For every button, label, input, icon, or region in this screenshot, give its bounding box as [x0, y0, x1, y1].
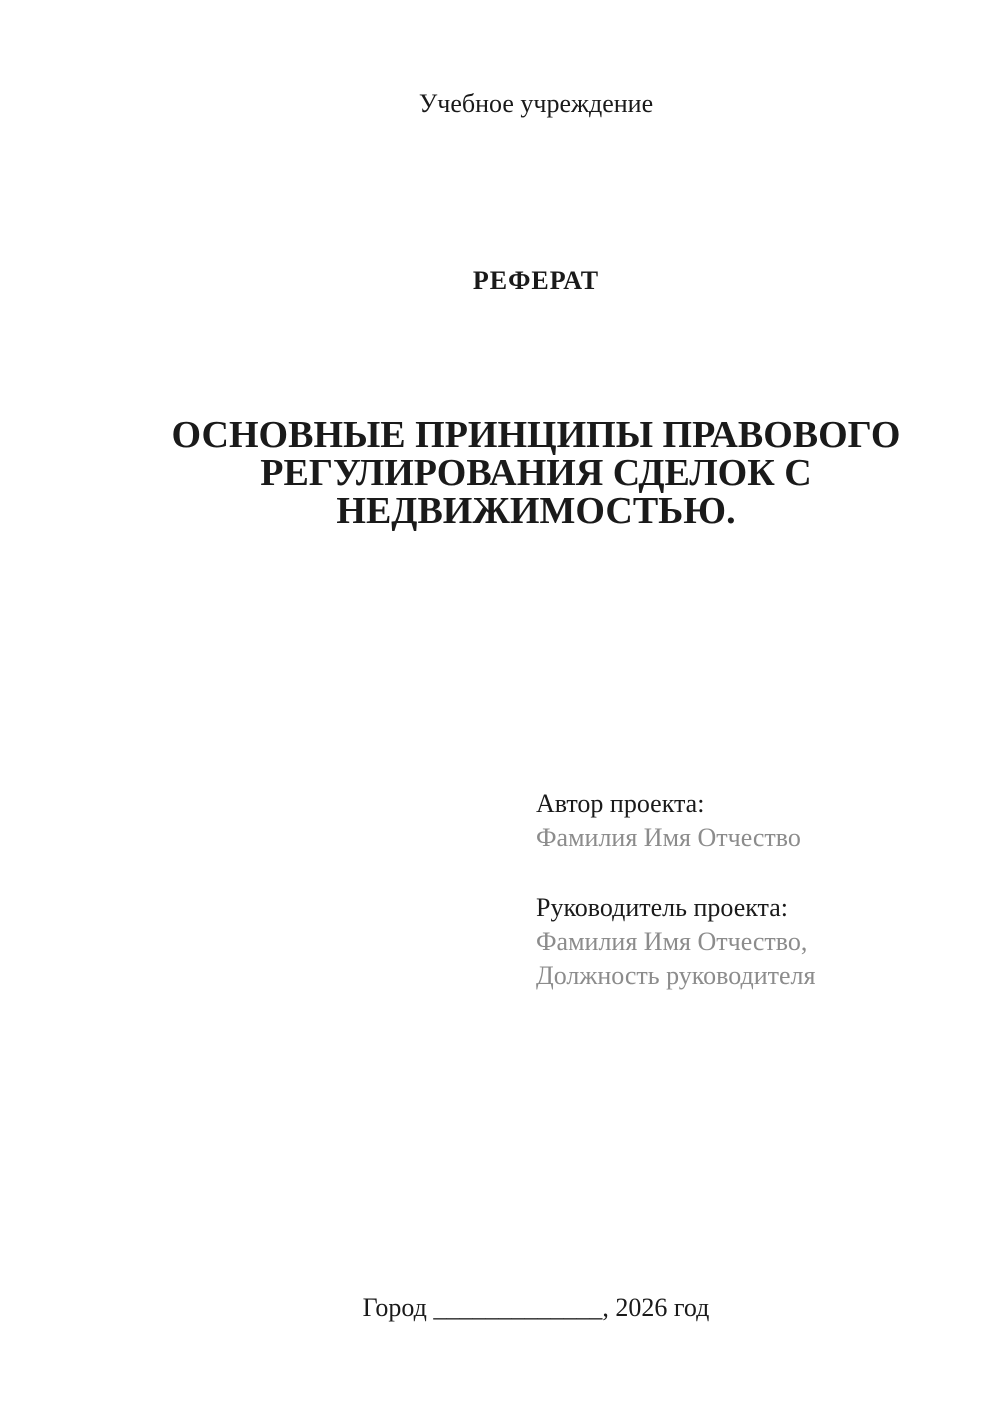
supervisor-name-placeholder: Фамилия Имя Отчество,: [536, 927, 808, 956]
credits-section: [143, 787, 929, 993]
author-label: Автор проекта:: [536, 789, 705, 818]
supervisor-label: Руководитель проекта:: [536, 893, 789, 922]
city-year-line: Город _____________, 2026 год: [362, 1293, 710, 1322]
author-group: [536, 787, 929, 855]
document-title-line-1: ОСНОВНЫЕ ПРИНЦИПЫ ПРАВОВОГО: [171, 414, 901, 456]
institution-name: Учебное учреждение: [418, 89, 654, 118]
document-title: [143, 416, 929, 530]
author-name-placeholder: Фамилия Имя Отчество: [536, 823, 801, 852]
document-type-heading: РЕФЕРАТ: [472, 266, 600, 295]
supervisor-group: [536, 891, 929, 993]
supervisor-position-placeholder: Должность руководителя: [536, 961, 816, 990]
document-title-line-2: РЕГУЛИРОВАНИЯ СДЕЛОК С: [260, 452, 812, 494]
document-title-line-3: НЕДВИЖИМОСТЬЮ.: [336, 490, 736, 532]
